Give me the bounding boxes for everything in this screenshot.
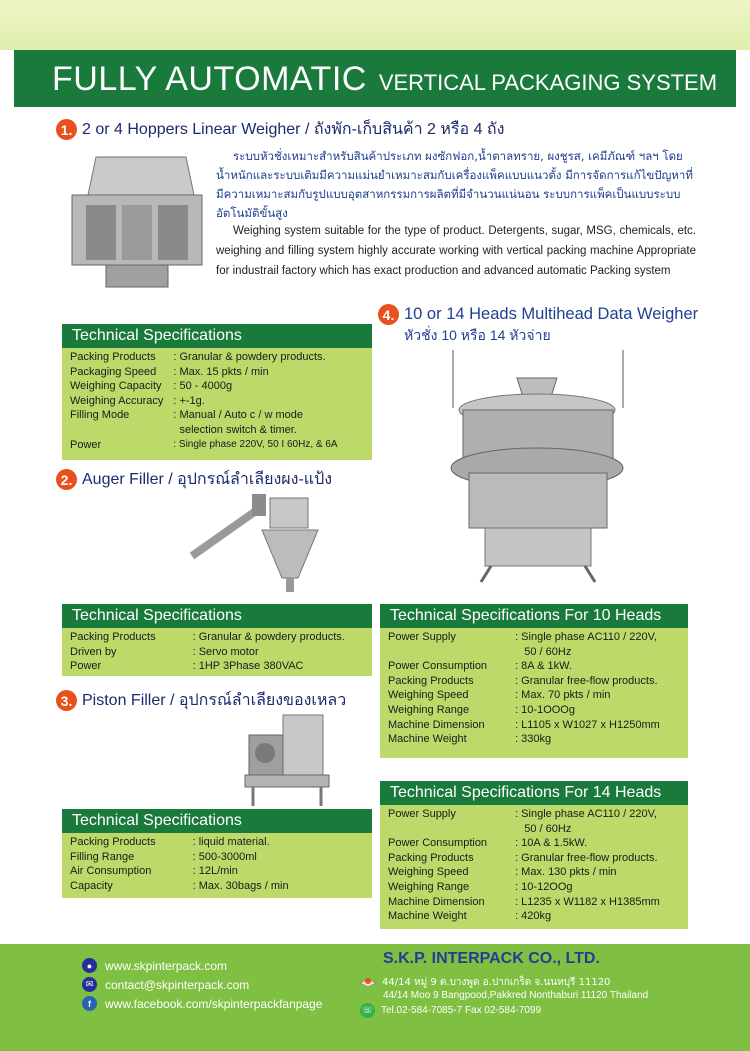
spec-value: 50 / 60Hz <box>515 822 572 835</box>
spec-table <box>388 630 660 747</box>
spec-key: Packing Products <box>388 674 474 687</box>
spec-key: Power Consumption <box>388 660 488 673</box>
spec-value: : Granular & powdery products. <box>192 631 345 643</box>
spec-key: Air Consumption <box>70 865 152 878</box>
spec-value: 50 / 60Hz <box>515 645 572 658</box>
spec-key: Power <box>70 660 102 673</box>
spec-value: : 330kg <box>515 733 552 746</box>
spec-key: Packing Products <box>70 351 156 363</box>
section2-number: 2. <box>56 469 77 490</box>
section1-title: 2 or 4 Hoppers Linear Weigher / ถังพัก-เก็บสินค้า 2 หรือ 4 ถัง <box>82 121 505 138</box>
spec-value: : 1HP 3Phase 380VAC <box>192 660 304 673</box>
section1-number: 1. <box>56 119 77 140</box>
spec-value: : Granular free-flow products. <box>515 851 658 864</box>
spec-key: Power Supply <box>388 808 456 820</box>
spec-key: Power Supply <box>388 631 456 643</box>
spec-table <box>70 350 338 452</box>
spec-value: : 8A & 1kW. <box>515 660 572 673</box>
spec-key: Capacity <box>70 879 113 892</box>
spec-key: Driven by <box>70 645 117 658</box>
spec-key <box>70 423 167 438</box>
spec-value: : 12L/min <box>192 865 238 878</box>
spec-key: Filling Mode <box>70 409 130 422</box>
spec-table <box>70 630 345 674</box>
page-title-bar <box>14 50 736 107</box>
address-thai-row <box>360 975 610 990</box>
spec-value: : Servo motor <box>192 645 259 658</box>
spec-value: : Max. 130 pkts / min <box>515 866 617 879</box>
spec-box-10-heads <box>380 604 688 758</box>
spec-table <box>388 807 660 924</box>
spec-key: Weighing Range <box>388 703 470 716</box>
phone-text: Tel.02-584-7085-7 Fax 02-584-7099 <box>381 1005 542 1016</box>
spec-value: : Single phase AC110 / 220V, <box>515 631 657 643</box>
spec-value: : Max. 70 pkts / min <box>515 689 611 702</box>
spec-value: : Granular & powdery products. <box>173 351 326 363</box>
spec-key: Weighing Range <box>388 880 470 893</box>
spec-key: Machine Weight <box>388 733 467 746</box>
section1-thai-description: ระบบหัวชั่งเหมาะสำหรับสินค้าประเภท ผงซักฟอก,น้ำตาลทราย, ผงชูรส, เคมีภัณฑ์ ฯลฯ โดยน้ำหนักและระบบเติมมีความแม่นยำเหมาะสมกับเครื่องแพ็คแบบแนวตั้ง มีการจัดการแก้ไขปัญหาที่มีความเหมาะสมกับรูปแบบอุตสาหกรรมการผลิตที่มีจำนวนแน่นอน ระบบการแพ็คเป็นแบบระบบอัตโนมัติขั้นสูง <box>216 149 693 220</box>
spec-value: : Single phase 220V, 50 I 60Hz, & 6A <box>173 438 338 450</box>
section4-number: 4. <box>378 304 399 325</box>
address-english: 44/14 Moo 9 Bangpood,Pakkred Nonthaburi 11120 Thailand <box>383 990 649 1001</box>
spec-value: : 10-1OOOg <box>515 703 575 716</box>
spec-key: Packing Products <box>70 631 156 643</box>
phone-icon: ☏ <box>360 1003 375 1018</box>
address-thai: 44/14 หมู่ 9 ต.บางพูด อ.ปากเกร็ด จ.นนทบุรี 11120 <box>382 977 611 988</box>
section1-heading <box>56 117 504 142</box>
email-text: contact@skpinterpack.com <box>105 977 250 992</box>
spec-value: : 420kg <box>515 910 552 923</box>
spec-value: : liquid material. <box>192 836 270 848</box>
website-text: www.skpinterpack.com <box>105 958 228 973</box>
spec-value: : L1235 x W1182 x H1385mm <box>515 895 660 908</box>
facebook-link[interactable] <box>82 996 322 1011</box>
spec-value: : Manual / Auto c / w mode <box>173 409 303 422</box>
spec-value: : 10A & 1.5kW. <box>515 837 588 850</box>
auger-filler-image <box>190 486 325 598</box>
spec-key: Machine Dimension <box>388 718 485 731</box>
spec-key: Packing Products <box>70 836 156 848</box>
spec-value: : +-1g. <box>173 394 205 407</box>
facebook-text: www.facebook.com/skpinterpackfanpage <box>105 996 323 1011</box>
spec-value: : Granular free-flow products. <box>515 674 658 687</box>
section3-heading <box>56 688 346 713</box>
piston-filler-image <box>243 713 331 808</box>
spec-key: Weighing Speed <box>388 866 469 879</box>
spec-box-piston-filler <box>62 809 372 898</box>
spec-value: : Single phase AC110 / 220V, <box>515 808 657 820</box>
page-title: FULLY AUTOMATIC <box>52 60 367 98</box>
spec-title: Technical Specifications For 10 Heads <box>380 604 688 628</box>
spec-title: Technical Specifications For 14 Heads <box>380 781 688 805</box>
spec-key: Machine Weight <box>388 910 467 923</box>
spec-title: Technical Specifications <box>62 809 372 833</box>
spec-value: : 10-12OOg <box>515 880 573 893</box>
section3-number: 3. <box>56 690 77 711</box>
spec-value: selection switch & timer. <box>173 423 297 436</box>
multihead-weigher-image <box>445 348 630 583</box>
spec-key: Packing Products <box>388 851 474 864</box>
section1-english-description: Weighing system suitable for the type of product. Detergents, sugar, MSG, chemicals, etc. weighing and filling system highly accurate working with vertical packing machine Appropriate for industrail factory which has exact production and advanced automatic Packing system <box>216 225 696 277</box>
spec-value: : L1105 x W1027 x H1250mm <box>515 718 660 731</box>
email-link[interactable] <box>82 977 249 992</box>
spec-key: Filling Range <box>70 850 135 863</box>
spec-key: Weighing Accuracy <box>70 394 164 407</box>
spec-title: Technical Specifications <box>62 604 372 628</box>
linear-weigher-image <box>66 155 208 290</box>
section4-subheading <box>404 325 551 347</box>
spec-key <box>388 645 491 660</box>
facebook-icon: f <box>82 996 97 1011</box>
spec-key: Power Consumption <box>388 837 488 850</box>
globe-icon: ● <box>82 958 97 973</box>
spec-box-14-heads <box>380 781 688 929</box>
spec-value: : 50 - 4000g <box>173 380 233 393</box>
top-band <box>0 0 750 50</box>
section3-title: Piston Filler / อุปกรณ์ลำเลียงของเหลว <box>82 692 347 709</box>
phone-row <box>360 1003 541 1018</box>
spec-table <box>70 835 289 893</box>
spec-value: : Max. 30bags / min <box>192 879 289 892</box>
spec-box-auger-filler <box>62 604 372 676</box>
section4-subtitle: หัวชั่ง 10 หรือ 14 หัวจ่าย <box>404 327 551 343</box>
spec-value: : Max. 15 pkts / min <box>173 365 269 378</box>
company-name: S.K.P. INTERPACK CO., LTD. <box>383 950 600 967</box>
section4-title: 10 or 14 Heads Multihead Data Weigher <box>404 305 699 323</box>
section2-title: Auger Filler / อุปกรณ์ลำเลียงผง-แป้ง <box>82 471 333 488</box>
page-subtitle: VERTICAL PACKAGING SYSTEM <box>378 70 718 95</box>
website-link[interactable] <box>82 958 227 973</box>
section4-heading <box>378 304 698 325</box>
spec-key: Weighing Capacity <box>70 380 162 393</box>
spec-key: Power <box>70 438 102 451</box>
map-pin-icon <box>360 976 376 990</box>
spec-key <box>388 822 491 837</box>
spec-box-linear-weigher <box>62 324 372 460</box>
mail-icon: ✉ <box>82 977 97 992</box>
spec-value: : 500-3000ml <box>192 850 257 863</box>
spec-title: Technical Specifications <box>62 324 372 348</box>
spec-key: Machine Dimension <box>388 895 485 908</box>
spec-key: Packaging Speed <box>70 365 157 378</box>
spec-key: Weighing Speed <box>388 689 469 702</box>
